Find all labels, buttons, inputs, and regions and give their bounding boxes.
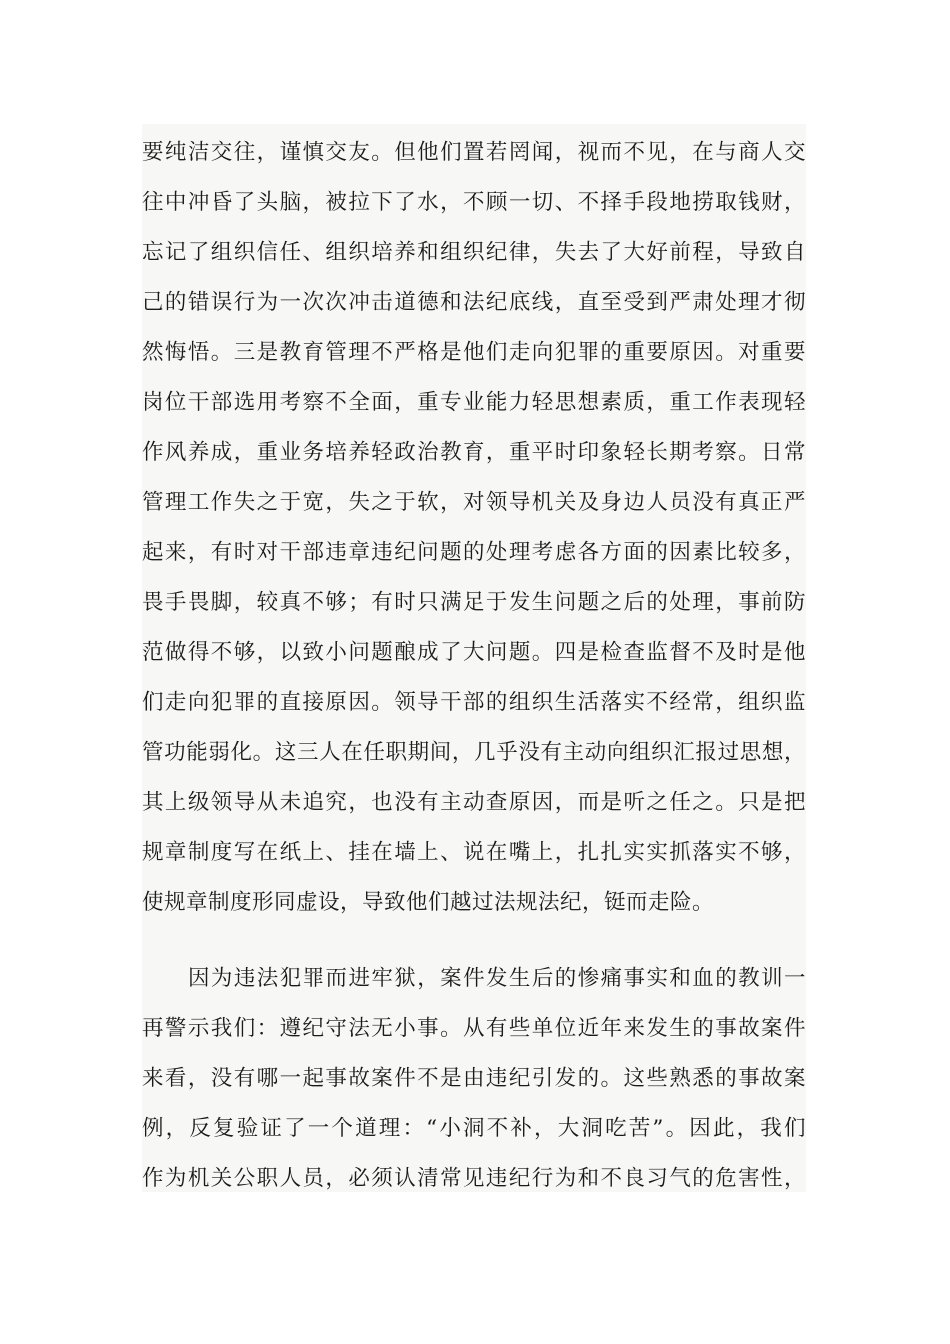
text-line: 忘记了组织信任、组织培养和组织纪律，失去了大好前程，导致自 [142,240,806,265]
document-text-block [142,124,806,1192]
text-line: 们走向犯罪的直接原因。领导干部的组织生活落实不经常，组织监 [142,690,806,715]
text-line: 来看，没有哪一起事故案件不是由违纪引发的。这些熟悉的事故案 [142,1066,806,1091]
text-line: 己的错误行为一次次冲击道德和法纪底线，直至受到严肃处理才彻 [142,290,806,315]
paragraph-1 [142,128,806,928]
text-line: 然悔悟。三是教育管理不严格是他们走向犯罪的重要原因。对重要 [142,340,806,365]
text-line: 其上级领导从未追究，也没有主动查原因，而是听之任之。只是把 [142,790,806,815]
text-line: 要纯洁交往，谨慎交友。但他们置若罔闻，视而不见，在与商人交 [142,140,806,165]
text-line: 规章制度写在纸上、挂在墙上、说在嘴上，扎扎实实抓落实不够， [142,840,806,865]
text-line: 再警示我们：遵纪守法无小事。从有些单位近年来发生的事故案件 [142,1016,806,1041]
text-line: 畏手畏脚，较真不够；有时只满足于发生问题之后的处理，事前防 [142,590,806,615]
paragraph-2 [142,954,806,1204]
text-line: 管理工作失之于宽，失之于软，对领导机关及身边人员没有真正严 [142,490,806,515]
text-line: 管功能弱化。这三人在任职期间，几乎没有主动向组织汇报过思想， [142,740,806,765]
text-line: 起来，有时对干部违章违纪问题的处理考虑各方面的因素比较多， [142,540,806,565]
text-line: 例，反复验证了一个道理：“小洞不补，大洞吃苦”。因此，我们 [142,1116,806,1141]
text-line: 范做得不够，以致小问题酿成了大问题。四是检查监督不及时是他 [142,640,806,665]
text-line: 因为违法犯罪而进牢狱，案件发生后的惨痛事实和血的教训一 [188,966,806,991]
text-line: 作为机关公职人员，必须认清常见违纪行为和不良习气的危害性， [142,1166,806,1191]
text-line: 往中冲昏了头脑，被拉下了水，不顾一切、不择手段地捞取钱财， [142,190,806,215]
text-line: 作风养成，重业务培养轻政治教育，重平时印象轻长期考察。日常 [142,440,806,465]
text-line: 岗位干部选用考察不全面，重专业能力轻思想素质，重工作表现轻 [142,390,806,415]
text-line: 使规章制度形同虚设，导致他们越过法规法纪，铤而走险。 [142,890,715,915]
